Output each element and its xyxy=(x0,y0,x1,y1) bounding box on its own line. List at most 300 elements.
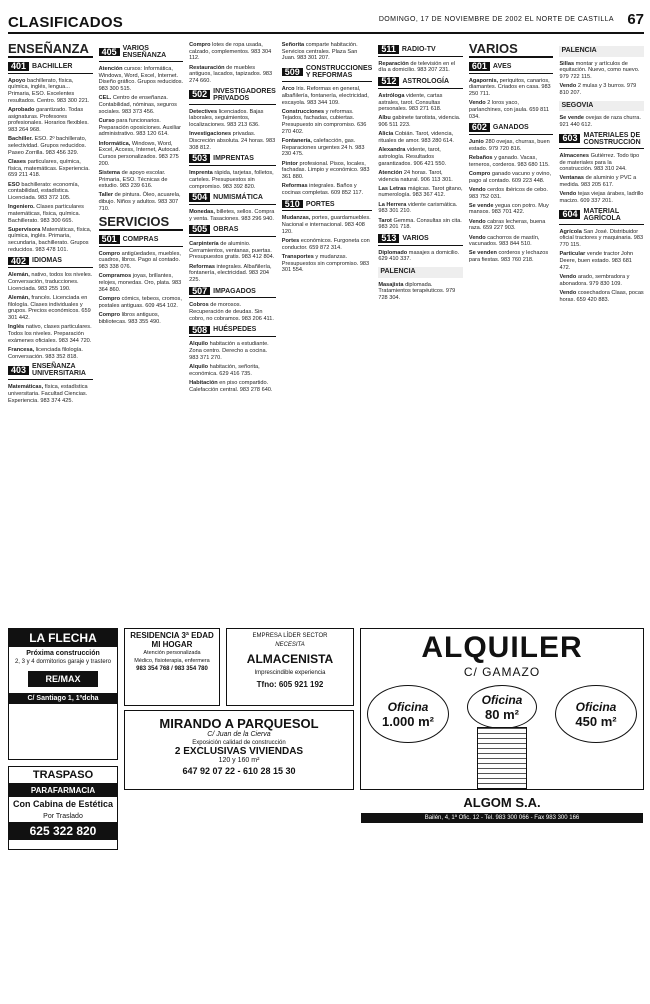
ad-line: NECESITA xyxy=(275,642,305,648)
ad-lead: Reformas xyxy=(189,263,215,270)
ad-text: Gemma. Consultas sin cita. 983 201 718. xyxy=(378,217,462,231)
ad-text: profesional. Pisos, locales, fachadas. Limpio y económico. 983 361 880. xyxy=(281,160,370,181)
classified-ad xyxy=(469,100,554,120)
ad-lead: Vendo xyxy=(559,273,577,280)
classified-ad xyxy=(559,61,644,81)
ad-text: cómics, tebeos, cromos, postales antiguas. 609 454 102. xyxy=(98,295,182,309)
ad-lead: Compro xyxy=(98,250,121,257)
category-heading: VARIOS xyxy=(469,42,554,58)
ad-text: libros antiguos, bibliotecas. 983 355 490. xyxy=(98,311,161,325)
ad-lead: Clases xyxy=(8,158,27,165)
ad-text: corderos y lechazos para fiestas. 983 760 218. xyxy=(468,250,549,264)
section-title: COMPRAS xyxy=(122,235,159,243)
classified-ad xyxy=(469,78,554,98)
section-title: VARIOS xyxy=(402,234,429,242)
section-number: 512 xyxy=(378,77,399,86)
section-header xyxy=(99,45,184,62)
ad-title: RESIDENCIA 3ª EDAD MI HOGAR xyxy=(130,631,214,649)
ad-lead: Ventanas xyxy=(559,175,585,182)
ad-title: ALQUILER xyxy=(421,631,583,664)
ad-text: Gutiérrez. Todo tipo de materiales para la construcción. 983 310 244. xyxy=(559,152,640,173)
classified-ad xyxy=(8,159,93,179)
classified-column xyxy=(99,42,184,622)
section-number: 513 xyxy=(378,234,399,243)
ad-lead: Almacenes xyxy=(559,152,589,159)
classified-ad xyxy=(469,139,554,152)
section-number: 510 xyxy=(282,200,303,209)
ad-text: francés. Licenciada en filología. Clases individuales y grupos. Precios económicos. 659 301 442. xyxy=(8,294,91,321)
classified-ad xyxy=(559,229,644,249)
ad-lead: ESO xyxy=(8,181,20,188)
ad-lead: Alquilo xyxy=(189,363,209,370)
section-title: HUÉSPEDES xyxy=(213,326,257,334)
classified-ad xyxy=(8,182,93,202)
ad-lead: Tarot xyxy=(378,217,392,224)
classified-ad xyxy=(99,192,184,212)
section-title: IDIOMAS xyxy=(32,257,62,265)
ad-title: LA FLECHA xyxy=(9,629,117,647)
ad-lead: Transportes xyxy=(281,253,314,260)
ad-text: garantizado. Todas asignaturas. Profesores profesionales. Horarios flexibles. 983 264 968. xyxy=(8,107,89,134)
classified-ad xyxy=(8,78,93,105)
ad-lead: Se venden xyxy=(468,250,497,257)
ad-text: vidente carismática. 983 301 210. xyxy=(378,201,458,215)
ad-text: de televisión en el día a domicilio. 983 207 231. xyxy=(378,60,456,74)
section-number: 604 xyxy=(559,210,580,219)
office-size: 450 m² xyxy=(575,713,617,729)
section-number: 508 xyxy=(189,326,210,335)
ad-lead: Reparación xyxy=(378,60,409,67)
ad-lead: Diplomado xyxy=(378,249,408,256)
classified-ad xyxy=(189,131,276,151)
classified-ad xyxy=(99,251,184,271)
ad-text: de aluminio. Cerramientos, ventanas, puertas. Presupuestos gratis. 983 412 804. xyxy=(189,241,275,261)
ad-lead: Portes xyxy=(281,237,300,244)
classified-ad xyxy=(559,251,644,271)
ad-text: masajes a domicilio. 629 410 337. xyxy=(378,249,460,263)
ad-text: ovejas de raza churra. 921 440 612. xyxy=(559,115,641,129)
classified-ad xyxy=(99,273,184,293)
section-number: 602 xyxy=(469,123,490,132)
office-size: 80 m² xyxy=(485,706,519,722)
ad-lead: Sistema xyxy=(98,169,121,176)
classified-ad xyxy=(189,65,276,85)
ad-text: Centro de enseñanza. Contabilidad, nóminas, seguros sociales. 983 373 456. xyxy=(98,95,177,115)
ad-text: cerdos ibéricos de cebo. 983 752 031. xyxy=(468,186,548,200)
classified-ad xyxy=(378,93,463,113)
ad-text: gabinete tarotista, videncia. 906 511 223. xyxy=(378,115,461,129)
ad-lead: Curso xyxy=(98,117,115,124)
ad-text: integrales. Albañilería, fontanería, electricidad. 983 204 225. xyxy=(189,263,272,284)
ad-text: periquitos, canarios, diamantes. Criados en casa. 983 250 711. xyxy=(468,77,551,98)
section-title: MATERIAL AGRÍCOLA xyxy=(583,207,621,222)
ad-text: bachillerato, física, química, inglés, lengua... Primaria, ESO. Excelentes resultados. Centro. 983 300 221. xyxy=(8,77,90,104)
ad-text: cachorros de mastín, vacunados. 983 844 510. xyxy=(468,234,540,248)
region-heading: PALENCIA xyxy=(559,46,644,57)
ad-text: y ganado. Vacas, terneros, corderos. 983 680 115. xyxy=(468,155,550,168)
ad-phone: 647 92 07 22 - 610 28 15 30 xyxy=(182,766,296,776)
classified-ad xyxy=(469,155,554,168)
section-title: IMPAGADOS xyxy=(213,287,256,295)
classified-ad xyxy=(282,138,373,158)
ad-title: TRASPASO xyxy=(9,767,117,784)
classified-ad xyxy=(282,215,373,235)
section-number: 505 xyxy=(189,225,210,234)
classified-ad xyxy=(189,380,276,393)
section-number: 402 xyxy=(8,257,29,266)
ad-lead: Agapornis, xyxy=(468,77,499,84)
ad-lead: Taller xyxy=(98,192,114,199)
section-title: OBRAS xyxy=(213,226,239,234)
classified-ad xyxy=(469,219,554,232)
ad-text: 280 ovejas, churras, buen estado. 979 720 816. xyxy=(468,139,550,152)
ad-lead: Restauración xyxy=(189,64,225,71)
region-heading: SEGOVIA xyxy=(559,101,644,112)
ad-text: joyas, brillantes, relojes, monedas. Oro, plata. 983 364 860. xyxy=(98,273,182,293)
section-title: PORTES xyxy=(305,200,335,208)
ad-lead: Vendo xyxy=(468,186,486,193)
classified-ad xyxy=(469,171,554,184)
ad-lead: Supervisora xyxy=(8,226,41,233)
ad-text: de apoyo escolar. Primaria, ESO. Técnicas de estudio. 983 239 616. xyxy=(98,169,168,190)
ad-lead: La Herrera xyxy=(378,201,407,208)
ad-text: lotes de ropa usada, calzado, complementos. 983 304 112. xyxy=(189,42,272,62)
ad-traspaso[interactable] xyxy=(8,766,118,850)
section-title: NUMISMÁTICA xyxy=(213,194,263,202)
classified-ad xyxy=(282,86,373,106)
ad-text: vende tractor John Deere, buen estado. 983 681 472. xyxy=(559,251,634,271)
classified-ad xyxy=(8,204,93,224)
section-header xyxy=(8,62,93,74)
ad-lead: Atención xyxy=(98,66,123,72)
ad-line: 2 EXCLUSIVAS VIVIENDAS xyxy=(174,746,304,757)
ad-text: habitación a estudiante. Zona centro. Derecho a cocina. 983 371 270. xyxy=(189,341,269,361)
section-number: 511 xyxy=(378,45,399,54)
ads-area xyxy=(8,628,644,998)
ad-lead: Señorita xyxy=(281,42,305,48)
ad-text: mágicas. Tarot gitano, numerología. 983 367 412. xyxy=(378,185,463,199)
ad-text: arado, sembradora y abonadora. 979 830 109. xyxy=(559,273,630,287)
ad-lead: Agrícola xyxy=(559,228,582,235)
classified-columns xyxy=(8,42,644,622)
ad-parquesol[interactable] xyxy=(124,710,354,790)
ad-text: privadas. Discreción absoluta. 24 horas. 983 308 812. xyxy=(189,131,276,151)
classified-ad xyxy=(99,66,184,93)
ad-lead: Vendo xyxy=(559,191,577,198)
ad-lead: Alquilo xyxy=(189,341,209,348)
classified-ad xyxy=(378,202,463,215)
section-title: ASTROLOGÍA xyxy=(402,77,450,85)
section-title: GANADOS xyxy=(492,124,529,132)
section-header xyxy=(378,77,463,89)
section-title: VARIOS ENSEÑANZA xyxy=(122,45,167,59)
office-offer xyxy=(367,685,449,743)
classified-ad xyxy=(189,241,276,261)
classified-ad xyxy=(282,109,373,136)
ad-line: Próxima construcción xyxy=(26,650,100,657)
section-title: CONSTRUCCIONES Y REFORMAS xyxy=(305,65,373,80)
ad-line: Exposición calidad de construcción xyxy=(192,740,286,746)
section-header xyxy=(469,123,554,135)
classified-ad xyxy=(189,170,276,190)
ad-almacenista[interactable] xyxy=(226,628,354,706)
ad-text: nativo, todos los niveles. Conversación, traducciones. Licenciada. 983 255 190. xyxy=(8,272,93,292)
ad-lead: Alemán, xyxy=(8,294,30,301)
ad-lead: Reformas xyxy=(281,183,308,190)
classified-ad xyxy=(8,272,93,292)
section-title: INVESTIGADORES PRIVADOS xyxy=(213,87,276,102)
ad-text: y reformas. Tejados, fachadas, cubiertas. Presupuesto sin compromiso. 636 270 402. xyxy=(281,108,367,135)
ad-text: Iris. Reformas en general, albañilería, fontanería, electricidad, escayola. 983 344 109. xyxy=(281,86,369,106)
ad-text: Windows, Word, Excel, Access, Internet, Autocad. Cursos personalizados. 983 275 200. xyxy=(98,140,181,167)
classified-column xyxy=(559,42,644,622)
section-number: 501 xyxy=(99,235,120,244)
classified-ad xyxy=(378,218,463,231)
ad-address: C/ Santiago 1, 1ºdcha xyxy=(9,693,117,704)
classified-ad xyxy=(559,175,644,188)
ad-address: Bailén, 4, 1ª Ofic. 12 - Tel. 983 300 066 - Fax 983 300 166 xyxy=(361,813,643,823)
ad-la-flecha[interactable] xyxy=(8,628,118,760)
ad-text: rápida, tarjetas, folletos, carteles. Presupuestos sin compromiso. 983 392 820. xyxy=(189,170,274,190)
ad-lead: Carpintería xyxy=(189,241,219,248)
classified-column xyxy=(8,42,93,622)
ad-lead: Vendo xyxy=(468,100,486,107)
ad-street: C/ GAMAZO xyxy=(463,665,541,679)
ad-line: Atención personalizada xyxy=(143,650,201,656)
section-title: MATERIALES DE CONSTRUCCIÓN xyxy=(583,131,641,146)
ad-line: C/ Juan de la Cierva xyxy=(207,731,271,738)
classified-ad xyxy=(282,254,373,274)
ad-line: EMPRESA LÍDER SECTOR xyxy=(252,633,328,639)
ad-text: 2 loros yaco, parlanchines, con jaula. 659 811 034. xyxy=(468,100,550,120)
ad-lead: Arco xyxy=(281,86,295,93)
ad-text: ESO. 2º bachillerato, selectividad. Grupos reducidos. Paseo Zorrilla. 983 456 329. xyxy=(8,136,87,156)
classified-ad xyxy=(99,312,184,325)
ad-lead: Astróloga xyxy=(378,92,405,99)
classified-ad xyxy=(282,161,373,181)
ad-text: habitación, señorita, económica. 629 416 735. xyxy=(189,363,260,377)
ad-text: 2 mulas y 3 burros. 979 810 207. xyxy=(559,83,637,97)
classified-ad xyxy=(378,131,463,144)
ad-lead: Investigaciones xyxy=(189,131,232,138)
ad-text: 24 horas. Tarot, videncia natural. 906 113 301. xyxy=(378,169,453,183)
ad-text: cosechadora Claas, pocas horas. 659 420 883. xyxy=(559,289,644,303)
ad-text: San José. Distribuidor oficial tractores y maquinaria. 983 770 115. xyxy=(559,228,644,249)
ad-lead: Vendo xyxy=(468,218,486,225)
ad-line: 120 y 160 m² xyxy=(218,757,260,764)
ad-text: cabras lecheras, buena raza. 659 227 903. xyxy=(468,218,546,232)
section-header xyxy=(559,208,644,225)
ad-lead: Imprenta xyxy=(189,170,213,177)
classified-ad xyxy=(189,209,276,222)
ad-text: vidente, cartas astrales, tarot. Consultas personales. 983 271 618. xyxy=(378,92,443,113)
classified-ad xyxy=(559,115,644,128)
ad-text: física, estadística universitaria. Facultad Ciencias. Experiencia. 983 374 425. xyxy=(8,384,88,404)
ad-lead: Sillas xyxy=(559,60,575,67)
classified-ad xyxy=(559,83,644,96)
ad-text: diplomada. Tratamientos terapéuticos. 979 728 304. xyxy=(378,281,456,302)
ad-lead: Apoyo xyxy=(8,77,26,84)
section-header xyxy=(189,193,276,205)
ad-title: ALMACENISTA xyxy=(246,652,334,666)
classified-ad xyxy=(378,170,463,183)
page-number: 67 xyxy=(627,11,644,28)
classified-ad xyxy=(99,95,184,115)
classified-ad xyxy=(8,107,93,134)
classified-ad xyxy=(282,42,373,62)
ad-lead: Particular xyxy=(559,251,586,258)
ad-text: particulares, química, física, matemáticas. Experiencia. 659 211 418. xyxy=(8,158,90,179)
ad-text: Cobián. Tarot, videncia, rituales de amor. 983 280 614. xyxy=(378,131,454,145)
ad-lead: Francesa, xyxy=(8,346,35,353)
ad-text: bachillerato: economía, contabilidad, estadística. Licenciada. 983 372 105. xyxy=(8,181,80,201)
ad-text: calefacción, gas. Reparaciones urgentes 24 h. 983 230 475. xyxy=(281,138,365,158)
section-number: 502 xyxy=(189,90,210,99)
ad-text: Matemáticas, física, química, inglés. Primaria, secundaria, bachillerato. Grupos reducidos. 983 478 101. xyxy=(8,226,92,253)
section-number: 503 xyxy=(189,154,210,163)
section-header xyxy=(559,132,644,149)
remax-logo: RE/MAX xyxy=(28,671,98,687)
ad-lead: Compro xyxy=(189,42,211,48)
section-title: AVES xyxy=(492,62,512,70)
ad-line: Médico, fisioterapia, enfermera xyxy=(134,658,210,664)
classified-ad xyxy=(99,296,184,309)
header-date: DOMINGO, 17 DE NOVIEMBRE DE 2002 EL NORTE DE CASTILLA xyxy=(378,16,614,23)
ad-lead: Rebaños xyxy=(468,155,493,162)
classified-column xyxy=(189,42,276,622)
ad-text: Clases particulares matemáticas, física, química. Bachillerato. 983 300 665. xyxy=(8,204,84,224)
classified-ad xyxy=(559,153,644,173)
section-header xyxy=(189,326,276,338)
ad-lead: Albu xyxy=(378,115,391,122)
page-header xyxy=(8,6,644,34)
category-heading: SERVICIOS xyxy=(99,215,184,231)
classified-ad xyxy=(8,295,93,322)
section-number: 405 xyxy=(99,48,120,57)
classified-ad xyxy=(378,186,463,199)
classified-ad xyxy=(189,302,276,322)
section-header xyxy=(189,88,276,105)
classified-ad xyxy=(559,290,644,303)
ad-sub: Por Traslado xyxy=(43,813,83,820)
section-header xyxy=(189,287,276,299)
section-header xyxy=(378,234,463,246)
ad-text: integrales. Baños y cocinas completas. 609 852 117. xyxy=(281,183,364,196)
ad-residencia[interactable] xyxy=(124,628,220,706)
ad-text: económicos. Furgoneta con conductor. 659 872 314. xyxy=(281,237,370,251)
ad-lead: Vendo xyxy=(559,83,577,90)
classified-ad xyxy=(189,109,276,129)
section-header xyxy=(282,200,373,212)
ad-phone: 983 354 768 / 983 354 780 xyxy=(136,666,208,672)
ad-lead: CEL. xyxy=(98,95,112,102)
office-offer xyxy=(467,685,537,729)
classified-ad xyxy=(378,147,463,167)
ad-lead: Alicia xyxy=(378,131,394,138)
ad-text: y mudanzas. Presupuestos sin compromiso. 983 301 554. xyxy=(281,253,370,274)
ad-lead: Ingeniero. xyxy=(8,204,35,211)
section-title: RADIO-TV xyxy=(401,45,436,53)
section-number: 504 xyxy=(189,193,210,202)
ad-lead: Pintor xyxy=(281,160,298,167)
classified-ad xyxy=(469,187,554,200)
ad-text: tejas viejas árabes, ladrillo macizo. 609 337 201. xyxy=(559,191,644,205)
building-illustration xyxy=(477,727,527,789)
ad-text: cursos: Informática, Windows, Word, Excel, Internet. Diseño gráfico. Grupos reducidos. 983 300 515. xyxy=(98,66,184,93)
section-title: ENSEÑANZA UNIVERSITARIA xyxy=(32,363,86,378)
ad-lead: Habitación xyxy=(189,379,218,386)
ad-text: antigüedades, muebles, cuadros, libros. Pago al contado. 983 338 076. xyxy=(98,250,181,271)
ad-lead: Compro xyxy=(98,295,121,302)
section-header xyxy=(99,235,184,247)
section-header xyxy=(282,65,373,82)
ad-lead: Bachiller. xyxy=(8,136,33,143)
ad-company: ALGOM S.A. xyxy=(463,795,541,810)
office-size: 1.000 m² xyxy=(381,713,435,729)
section-number: 401 xyxy=(8,62,29,71)
classified-ad xyxy=(282,183,373,196)
ad-lead: Monedas, xyxy=(189,208,215,215)
classified-ad xyxy=(99,170,184,190)
ad-lead: Las Letras xyxy=(378,185,407,192)
classified-ad xyxy=(8,324,93,344)
ad-phone: 625 322 820 xyxy=(9,822,117,840)
region-heading: PALENCIA xyxy=(378,267,463,278)
section-title: CLASIFICADOS xyxy=(8,14,123,31)
ad-lead: Fontanería, xyxy=(281,138,312,145)
ad-lead: Matemáticas, xyxy=(8,384,44,391)
ad-lead: Atención xyxy=(378,169,403,176)
ad-lead: Compramos xyxy=(98,273,132,280)
classified-ad xyxy=(378,61,463,74)
classified-ad xyxy=(189,341,276,361)
ad-text: en piso compartido. Calefacción central. 983 278 640. xyxy=(189,379,273,393)
section-number: 403 xyxy=(8,366,29,375)
classified-ad xyxy=(99,141,184,168)
section-title: IMPRENTAS xyxy=(213,155,254,163)
classified-column xyxy=(282,42,373,622)
ad-alquiler[interactable] xyxy=(360,628,644,821)
classified-ad xyxy=(469,203,554,216)
section-number: 507 xyxy=(189,287,210,296)
section-header xyxy=(8,257,93,269)
section-number: 603 xyxy=(559,134,580,143)
classified-ad xyxy=(8,136,93,156)
category-heading: ENSEÑANZA xyxy=(8,42,93,58)
classified-ad xyxy=(469,250,554,263)
ad-kind: PARAFARMACIA xyxy=(9,784,117,797)
classified-ad xyxy=(378,282,463,302)
classified-ad xyxy=(99,118,184,138)
classified-ad xyxy=(282,238,373,251)
ad-lead: Cobros xyxy=(189,302,209,309)
ad-lead: Vendo xyxy=(468,234,486,241)
classified-ad xyxy=(189,42,276,62)
classified-ad xyxy=(559,191,644,204)
classified-column xyxy=(378,42,463,622)
ad-lead: Compro xyxy=(98,311,121,318)
classified-ad xyxy=(378,250,463,263)
classified-column xyxy=(469,42,554,622)
ad-lead: Inglés xyxy=(8,324,25,331)
classified-ad xyxy=(189,364,276,377)
ad-lead: Aprobado xyxy=(8,107,35,114)
ad-lead: Junio xyxy=(468,139,484,146)
office-label: Oficina xyxy=(481,692,523,707)
ad-text: de pintura. Óleo, acuarela, dibujo. Niños y adultos. 983 307 710. xyxy=(98,192,181,212)
ad-line: Con Cabina de Estética xyxy=(12,799,114,809)
ad-lead: Alemán, xyxy=(8,272,30,279)
